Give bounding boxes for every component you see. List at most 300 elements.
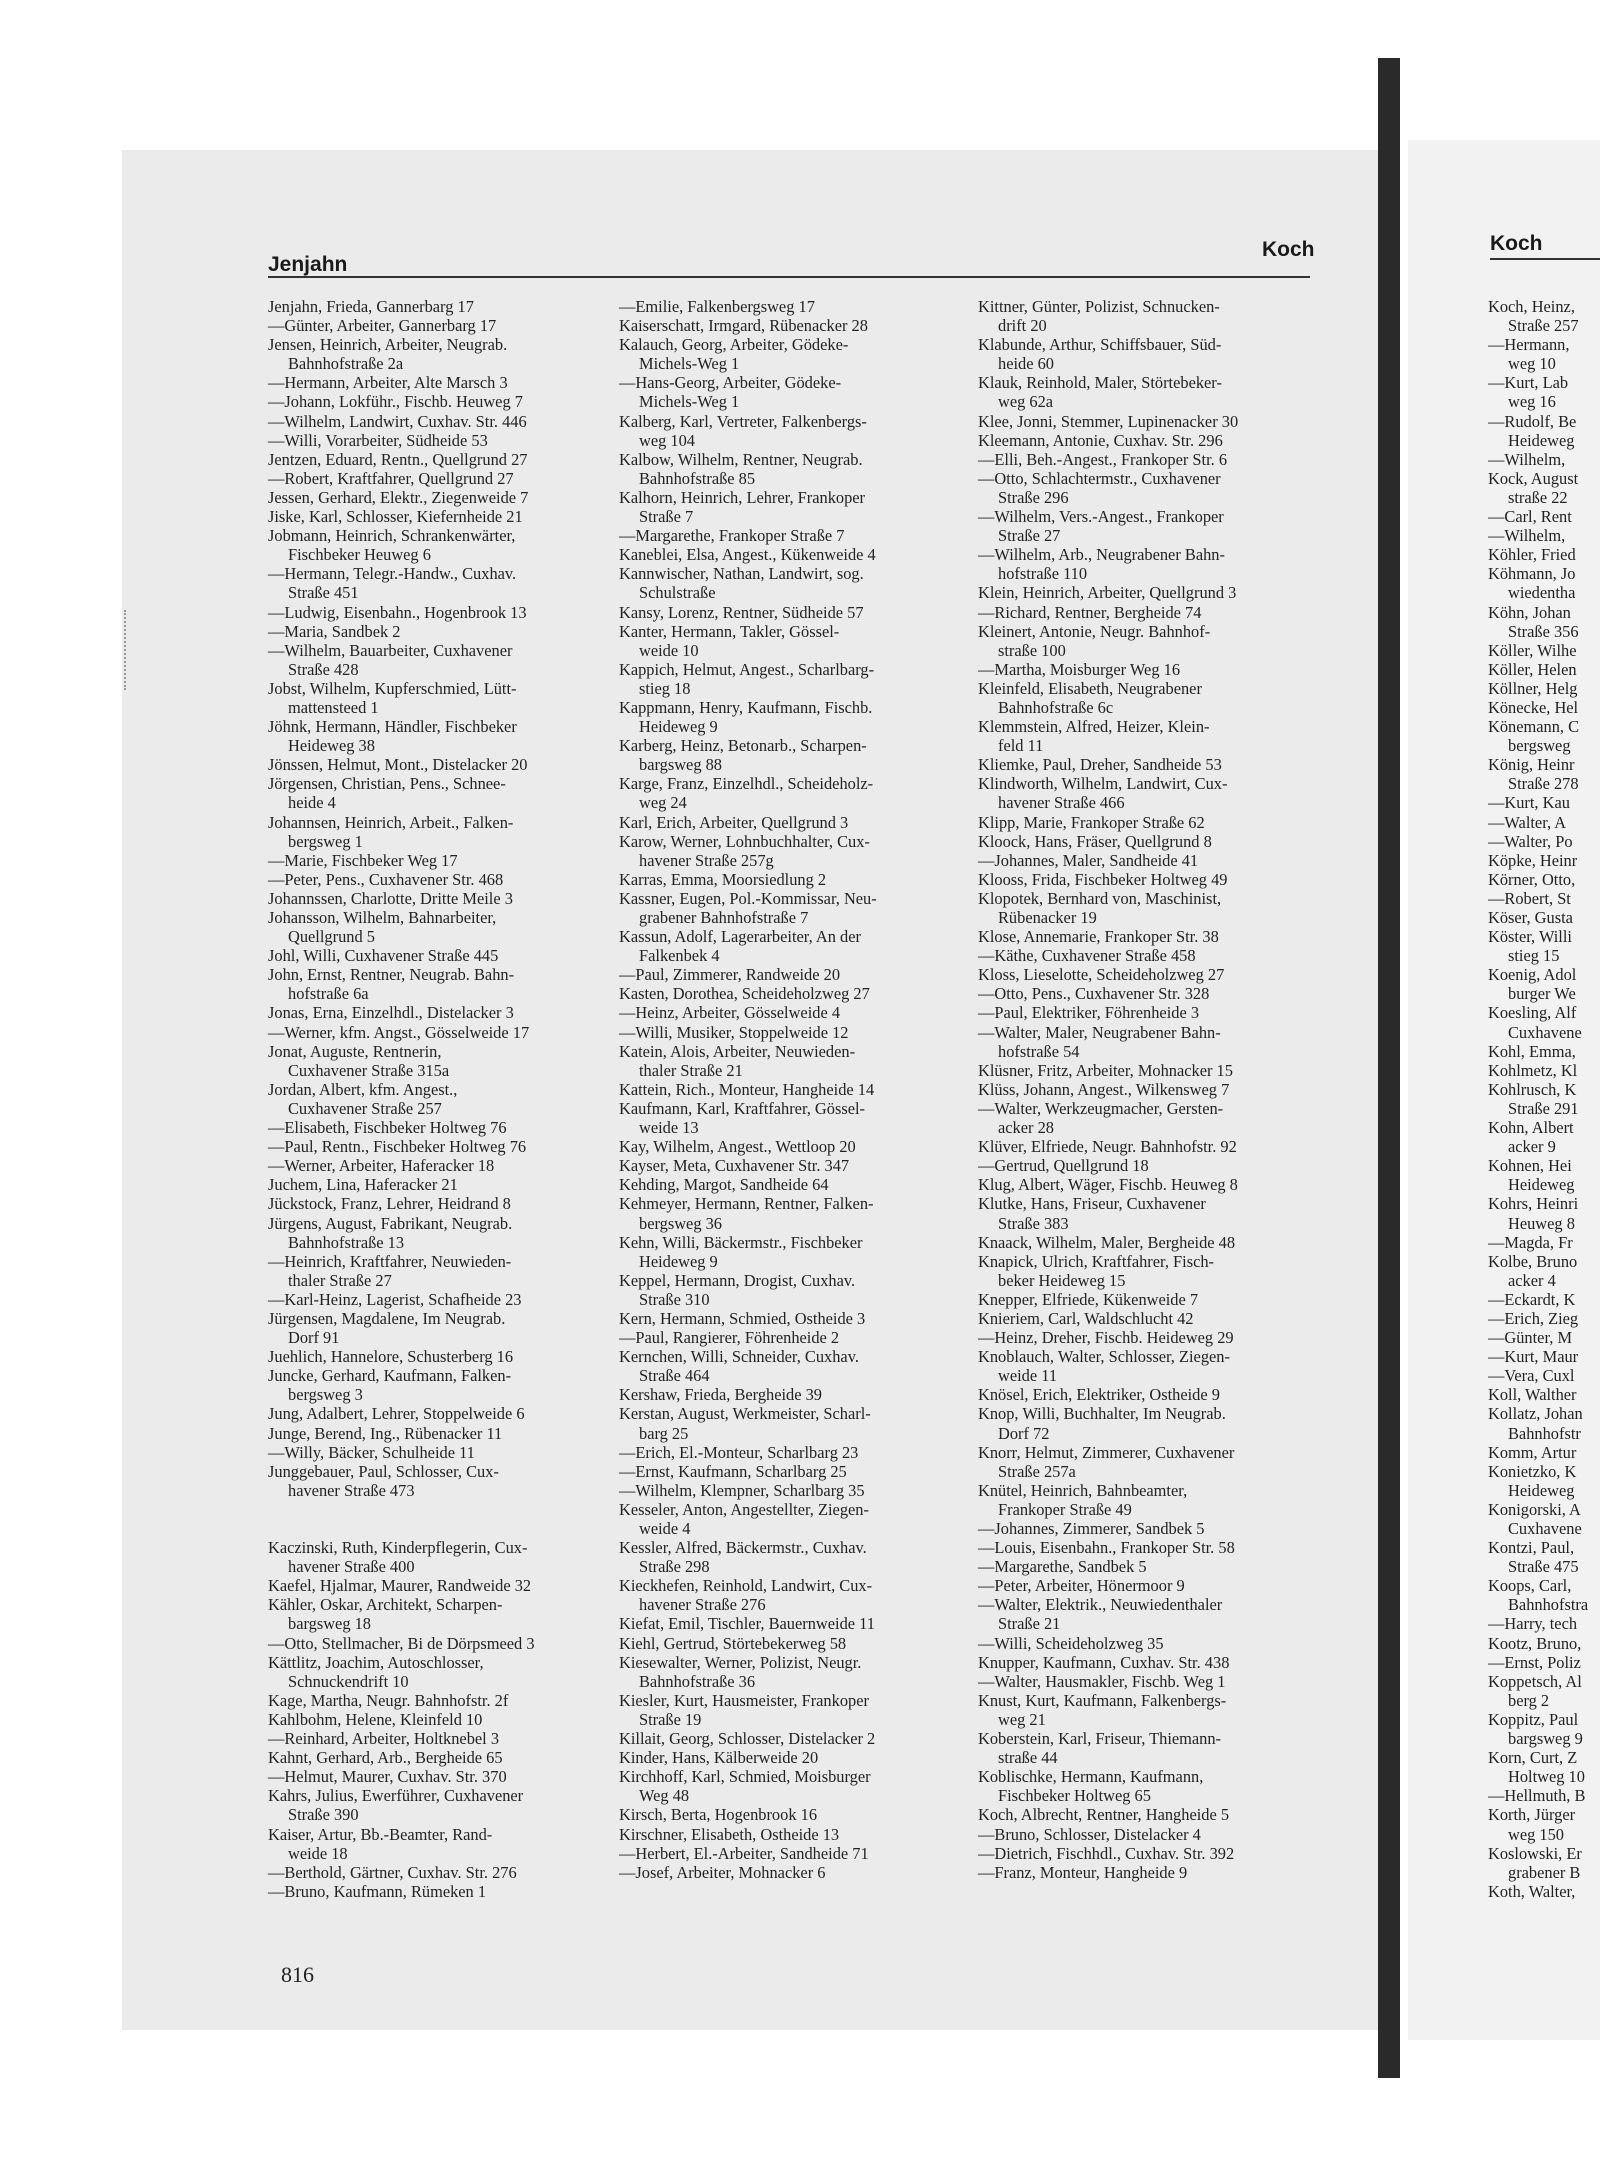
directory-entry-line: Kahnt, Gerhard, Arb., Bergheide 65 — [268, 1748, 503, 1768]
directory-entry-line: —Walter, Elektrik., Neuwiedenthaler — [978, 1595, 1223, 1615]
directory-entry-line: Falkenbek 4 — [639, 946, 720, 966]
running-head-left: Jenjahn — [268, 253, 348, 276]
directory-entry-line: Koppitz, Paul — [1488, 1709, 1579, 1729]
directory-entry-line: Bahnhofstra — [1508, 1595, 1589, 1615]
directory-entry-line: —Walter, Po — [1488, 831, 1573, 851]
directory-entry-line: Knupper, Kaufmann, Cuxhav. Str. 438 — [978, 1652, 1230, 1672]
directory-entry-line: Klug, Albert, Wäger, Fischb. Heuweg 8 — [978, 1175, 1238, 1195]
directory-entry-line: —Hermann, Arbeiter, Alte Marsch 3 — [268, 373, 508, 393]
directory-entry-line: Kirschner, Elisabeth, Ostheide 13 — [619, 1824, 840, 1844]
directory-entry-line: Kleinert, Antonie, Neugr. Bahnhof- — [978, 621, 1211, 641]
directory-entry-line: —Johannes, Zimmerer, Sandbek 5 — [978, 1519, 1205, 1538]
directory-entry-line: havener Straße 473 — [288, 1480, 415, 1500]
running-head-right: Koch — [1262, 238, 1315, 261]
directory-entry-line: Kiehl, Gertrud, Störtebekerweg 58 — [619, 1633, 847, 1653]
directory-entry-line: Kayser, Meta, Cuxhavener Str. 347 — [619, 1156, 850, 1176]
directory-entry-line: burger We — [1508, 984, 1576, 1004]
directory-entry-line: Kirchhoff, Karl, Schmied, Moisburger — [619, 1767, 871, 1787]
directory-entry-line: Quellgrund 5 — [288, 927, 375, 947]
directory-entry-line: wiedentha — [1508, 583, 1576, 603]
directory-entry-line: Juncke, Gerhard, Kaufmann, Falken- — [268, 1366, 512, 1386]
directory-entry-line: hofstraße 6a — [288, 984, 369, 1004]
directory-entry-line: Straße 390 — [288, 1805, 359, 1825]
directory-entry-line: Katein, Alois, Arbeiter, Neuwieden- — [619, 1041, 856, 1061]
directory-entry-line: Dorf 91 — [288, 1328, 340, 1348]
directory-entry-line: —Wilhelm, Klempner, Scharlbarg 35 — [619, 1480, 865, 1500]
directory-entry-line: Kage, Martha, Neugr. Bahnhofstr. 2f — [268, 1690, 509, 1710]
directory-entry-line: —Käthe, Cuxhavener Straße 458 — [978, 946, 1196, 966]
directory-entry-line: Kaiser, Artur, Bb.-Beamter, Rand- — [268, 1824, 493, 1844]
directory-entry-line: Straße 451 — [288, 583, 359, 603]
directory-entry-line: Kleemann, Antonie, Cuxhav. Str. 296 — [978, 430, 1223, 450]
directory-entry-line: Straße 257 — [1508, 316, 1579, 336]
directory-entry-line: Kansy, Lorenz, Rentner, Südheide 57 — [619, 602, 864, 622]
directory-entry-line: Weg 48 — [639, 1786, 690, 1806]
directory-entry-line: Cuxhavener Straße 257 — [288, 1098, 442, 1118]
directory-entry-line: —Ernst, Kaufmann, Scharlbarg 25 — [619, 1461, 847, 1481]
directory-entry-line: Koenig, Adol — [1488, 965, 1577, 985]
directory-entry-line: Kohl, Emma, — [1488, 1041, 1576, 1061]
directory-entry-line: —Walter, Maler, Neugrabener Bahn- — [978, 1022, 1221, 1042]
directory-entry-line: —Reinhard, Arbeiter, Holtknebel 3 — [268, 1729, 500, 1749]
directory-entry-line: straße 100 — [998, 640, 1066, 660]
directory-entry-line: Kehding, Margot, Sandheide 64 — [619, 1175, 829, 1195]
directory-entry-line: Junge, Berend, Ing., Rübenacker 11 — [268, 1423, 503, 1443]
directory-entry-line: —Kurt, Lab — [1488, 373, 1569, 393]
directory-entry-line: bergsweg 1 — [288, 831, 363, 851]
directory-entry-line: bergsweg — [1508, 736, 1571, 756]
directory-entry-line: —Heinz, Arbeiter, Gösselweide 4 — [619, 1003, 841, 1023]
directory-column-2 — [619, 297, 964, 1882]
directory-entry-line: Knösel, Erich, Elektriker, Ostheide 9 — [978, 1385, 1220, 1405]
directory-entry-line: Bahnhofstraße 85 — [639, 468, 756, 488]
directory-entry-line: Klutke, Hans, Friseur, Cuxhavener — [978, 1194, 1206, 1214]
directory-entry-line: Klindworth, Wilhelm, Landwirt, Cux- — [978, 774, 1228, 794]
directory-entry-line: grabener B — [1508, 1862, 1581, 1882]
directory-entry-line: straße 44 — [998, 1748, 1058, 1768]
directory-entry-line: Michels-Weg 1 — [639, 392, 740, 412]
directory-entry-line: —Paul, Elektriker, Föhrenheide 3 — [978, 1003, 1200, 1023]
directory-entry-line: Schnuckendrift 10 — [288, 1671, 409, 1691]
directory-entry-line: Straße 383 — [998, 1213, 1069, 1233]
directory-entry-line: Klipp, Marie, Frankoper Straße 62 — [978, 812, 1205, 832]
directory-entry-line: acker 28 — [998, 1118, 1054, 1138]
directory-entry-line: weide 11 — [998, 1366, 1058, 1386]
directory-entry-line: Knapick, Ulrich, Kraftfahrer, Fisch- — [978, 1251, 1215, 1271]
directory-entry-line: Michels-Weg 1 — [639, 354, 740, 374]
directory-entry-line: Bahnhofstraße 13 — [288, 1232, 405, 1252]
directory-entry-line: Kerstan, August, Werkmeister, Scharl- — [619, 1404, 871, 1424]
directory-entry-line: Karow, Werner, Lohnbuchhalter, Cux- — [619, 831, 870, 851]
directory-entry-line: —Paul, Rangierer, Föhrenheide 2 — [619, 1328, 840, 1348]
directory-entry-line: weg 21 — [998, 1709, 1046, 1729]
directory-entry-line: Kiefat, Emil, Tischler, Bauernweide 11 — [619, 1614, 875, 1634]
directory-entry-line: Kannwischer, Nathan, Landwirt, sog. — [619, 564, 864, 584]
directory-entry-line: Jordan, Albert, kfm. Angest., — [268, 1079, 458, 1099]
directory-entry-line: Kohlrusch, K — [1488, 1079, 1577, 1099]
directory-entry-line: weide 18 — [288, 1843, 348, 1863]
directory-entry-line: —Hermann, — [1488, 335, 1570, 355]
directory-entry-line: Fischbeker Heuweg 6 — [288, 545, 431, 565]
directory-entry-line: Kalberg, Karl, Vertreter, Falkenbergs- — [619, 411, 867, 431]
directory-entry-line: Klabunde, Arthur, Schiffsbauer, Süd- — [978, 335, 1222, 355]
directory-entry-line: Klüss, Johann, Angest., Wilkensweg 7 — [978, 1079, 1230, 1099]
directory-entry-line: Karberg, Heinz, Betonarb., Scharpen- — [619, 736, 867, 756]
directory-entry-line: havener Straße 400 — [288, 1557, 415, 1577]
directory-entry-line: Kassun, Adolf, Lagerarbeiter, An der — [619, 927, 861, 947]
directory-entry-line: Koberstein, Karl, Friseur, Thiemann- — [978, 1729, 1222, 1749]
directory-entry-line: Kaneblei, Elsa, Angest., Kükenweide 4 — [619, 545, 876, 565]
directory-entry-line: beker Heideweg 15 — [998, 1270, 1126, 1290]
directory-entry-line: weg 10 — [1508, 354, 1556, 374]
directory-entry-line: —Wilhelm, Arb., Neugrabener Bahn- — [978, 545, 1225, 565]
directory-entry-line: weg 24 — [639, 793, 687, 813]
directory-entry-line: —Ernst, Poliz — [1488, 1652, 1581, 1672]
directory-entry-line: —Dietrich, Fischhdl., Cuxhav. Str. 392 — [978, 1843, 1235, 1863]
directory-entry-line: —Wilhelm, Landwirt, Cuxhav. Str. 446 — [268, 411, 527, 431]
directory-entry-line: Kohlmetz, Kl — [1488, 1060, 1578, 1080]
directory-entry-line: Kolbe, Bruno — [1488, 1251, 1578, 1271]
directory-entry-line: havener Straße 466 — [998, 793, 1125, 813]
directory-entry-line: Kern, Hermann, Schmied, Ostheide 3 — [619, 1308, 866, 1328]
directory-entry-line: Bahnhofstr — [1508, 1423, 1581, 1443]
directory-entry-line: Köhler, Fried — [1488, 545, 1576, 565]
directory-entry-line: Straße 291 — [1508, 1098, 1579, 1118]
directory-entry-line: Klüver, Elfriede, Neugr. Bahnhofstr. 92 — [978, 1137, 1237, 1157]
directory-entry-line: —Walter, Werkzeugmacher, Gersten- — [978, 1098, 1224, 1118]
directory-entry-line: Kaczinski, Ruth, Kinderpflegerin, Cux- — [268, 1538, 528, 1558]
directory-entry-line: Heideweg — [1508, 1175, 1575, 1195]
directory-entry-line: Heideweg 9 — [639, 1251, 718, 1271]
directory-entry-line: —Erich, Zieg — [1488, 1308, 1579, 1328]
directory-entry-line — [268, 1500, 612, 1519]
directory-entry-line: —Walter, Hausmakler, Fischb. Weg 1 — [978, 1671, 1226, 1691]
directory-entry-line: Kappmann, Henry, Kaufmann, Fischb. — [619, 697, 873, 717]
directory-entry-line: Jonat, Auguste, Rentnerin, — [268, 1041, 442, 1061]
directory-entry-line: Kehn, Willi, Bäckermstr., Fischbeker — [619, 1232, 863, 1252]
directory-entry-line: Kleinfeld, Elisabeth, Neugrabener — [978, 678, 1202, 698]
directory-entry-line: —Harry, tech — [1488, 1614, 1578, 1634]
directory-entry-line: Kittner, Günter, Polizist, Schnucken- — [978, 297, 1220, 316]
directory-entry-line: —Ludwig, Eisenbahn., Hogenbrook 13 — [268, 602, 527, 622]
directory-entry-line: —Heinrich, Kraftfahrer, Neuwieden- — [268, 1251, 512, 1271]
directory-entry-line: —Maria, Sandbek 2 — [268, 621, 401, 641]
directory-entry-line: Klüsner, Fritz, Arbeiter, Mohnacker 15 — [978, 1060, 1233, 1080]
directory-entry-line: Kohrs, Heinri — [1488, 1194, 1579, 1214]
directory-entry-line: —Herbert, El.-Arbeiter, Sandheide 71 — [619, 1843, 869, 1863]
directory-entry-line: thaler Straße 21 — [639, 1060, 743, 1080]
directory-entry-line: —Werner, Arbeiter, Haferacker 18 — [268, 1156, 495, 1176]
directory-entry-line: —Wilhelm, Vers.-Angest., Frankoper — [978, 507, 1224, 527]
directory-entry-line: Schulstraße — [639, 583, 716, 603]
directory-entry-line: Holtweg 10 — [1508, 1767, 1585, 1787]
directory-entry-line: Kaufmann, Karl, Kraftfahrer, Gössel- — [619, 1098, 866, 1118]
directory-entry-line: Kahrs, Julius, Ewerführer, Cuxhavener — [268, 1786, 524, 1806]
directory-entry-line: Cuxhavene — [1508, 1022, 1582, 1042]
directory-entry-line: Kernchen, Willi, Schneider, Cuxhav. — [619, 1347, 859, 1367]
directory-entry-line: —Walter, A — [1488, 812, 1567, 832]
directory-entry-line: Klee, Jonni, Stemmer, Lupinenacker 30 — [978, 411, 1239, 431]
directory-entry-line: Johansson, Wilhelm, Bahnarbeiter, — [268, 908, 497, 927]
directory-entry-line: bargsweg 88 — [639, 755, 723, 775]
directory-entry-line: Kinder, Hans, Kälberweide 20 — [619, 1748, 819, 1768]
directory-entry-line: Klooss, Frida, Fischbeker Holtweg 49 — [978, 869, 1228, 889]
directory-entry-line: —Johann, Lokführ., Fischb. Heuweg 7 — [268, 392, 523, 412]
directory-entry-line: —Margarethe, Frankoper Straße 7 — [619, 526, 845, 546]
directory-entry-line: Kock, August — [1488, 468, 1579, 488]
directory-entry-line: Klose, Annemarie, Frankoper Str. 38 — [978, 927, 1219, 947]
directory-entry-line: Köller, Helen — [1488, 659, 1577, 679]
directory-entry-line: —Kurt, Kau — [1488, 793, 1570, 813]
directory-entry-line: Jobst, Wilhelm, Kupferschmied, Lütt- — [268, 678, 517, 698]
directory-entry-line: Kassner, Eugen, Pol.-Kommissar, Neu- — [619, 888, 877, 908]
directory-entry-line: Kloss, Lieselotte, Scheideholzweg 27 — [978, 965, 1225, 985]
directory-entry-line: Heideweg 38 — [288, 736, 375, 756]
directory-entry-line: Knepper, Elfriede, Kükenweide 7 — [978, 1289, 1199, 1309]
directory-entry-line: Kieckhefen, Reinhold, Landwirt, Cux- — [619, 1576, 873, 1596]
directory-entry-line: straße 22 — [1508, 487, 1568, 507]
directory-entry-line: —Marie, Fischbeker Weg 17 — [268, 850, 458, 870]
directory-entry-line: acker 4 — [1508, 1270, 1556, 1290]
book-spine — [1378, 58, 1400, 2078]
directory-entry-line: bergsweg 36 — [639, 1213, 723, 1233]
directory-entry-line: Koslowski, Er — [1488, 1843, 1582, 1863]
directory-entry-line: Kalhorn, Heinrich, Lehrer, Frankoper — [619, 487, 866, 507]
directory-entry-line: —Berthold, Gärtner, Cuxhav. Str. 276 — [268, 1862, 517, 1882]
directory-entry-line: Knaack, Wilhelm, Maler, Bergheide 48 — [978, 1232, 1236, 1252]
directory-entry-line: —Bruno, Schlosser, Distelacker 4 — [978, 1824, 1201, 1844]
directory-entry-line: Kiesler, Kurt, Hausmeister, Frankoper — [619, 1690, 869, 1710]
directory-entry-line: heide 60 — [998, 354, 1054, 374]
directory-entry-line: —Magda, Fr — [1488, 1232, 1573, 1252]
directory-entry-line: Knust, Kurt, Kaufmann, Falkenbergs- — [978, 1690, 1227, 1710]
directory-entry-line: Jürgensen, Magdalene, Im Neugrab. — [268, 1308, 506, 1328]
directory-entry-line: König, Heinr — [1488, 755, 1575, 775]
directory-entry-line: stieg 15 — [1508, 946, 1560, 966]
directory-entry-line: Karl, Erich, Arbeiter, Quellgrund 3 — [619, 812, 849, 832]
directory-entry-line: Koch, Albrecht, Rentner, Hangheide 5 — [978, 1805, 1230, 1825]
directory-entry-line: Korn, Curt, Z — [1488, 1748, 1578, 1768]
page-edge-specks — [124, 610, 132, 690]
directory-entry-line: Bahnhofstraße 36 — [639, 1671, 756, 1691]
directory-entry-line: Straße 21 — [998, 1614, 1061, 1634]
directory-entry-line: —Robert, Kraftfahrer, Quellgrund 27 — [268, 468, 514, 488]
directory-entry-line: Straße 464 — [639, 1366, 710, 1386]
directory-entry-line: drift 20 — [998, 316, 1047, 336]
directory-column-3 — [978, 297, 1323, 1882]
directory-entry-line: Kessler, Alfred, Bäckermstr., Cuxhav. — [619, 1538, 867, 1558]
directory-entry-line — [268, 1519, 612, 1538]
directory-entry-line: Kanter, Hermann, Takler, Gössel- — [619, 621, 840, 641]
directory-entry-line: mattensteed 1 — [288, 697, 379, 717]
directory-entry-line: —Willy, Bäcker, Schulheide 11 — [268, 1442, 475, 1462]
directory-entry-line: Koblischke, Hermann, Kaufmann, — [978, 1767, 1204, 1787]
directory-entry-line: Juchem, Lina, Haferacker 21 — [268, 1175, 458, 1195]
directory-entry-line: Keppel, Hermann, Drogist, Cuxhav. — [619, 1270, 856, 1290]
directory-entry-line: Koch, Heinz, — [1488, 297, 1575, 316]
directory-entry-line: Köpke, Heinr — [1488, 850, 1578, 870]
directory-entry-line: —Richard, Rentner, Bergheide 74 — [978, 602, 1202, 622]
directory-entry-line: —Heinz, Dreher, Fischb. Heideweg 29 — [978, 1328, 1234, 1348]
directory-entry-line: Klemmstein, Alfred, Heizer, Klein- — [978, 717, 1210, 737]
directory-entry-line: Jörgensen, Christian, Pens., Schnee- — [268, 774, 506, 794]
directory-entry-line: Dorf 72 — [998, 1423, 1050, 1443]
directory-entry-line: Jückstock, Franz, Lehrer, Heidrand 8 — [268, 1194, 511, 1214]
directory-entry-line: Jiske, Karl, Schlosser, Kiefernheide 21 — [268, 507, 523, 527]
directory-entry-line: —Elli, Beh.-Angest., Frankoper Str. 6 — [978, 449, 1228, 469]
directory-entry-line: bargsweg 18 — [288, 1614, 372, 1634]
directory-entry-line: —Erich, El.-Monteur, Scharlbarg 23 — [619, 1442, 859, 1462]
directory-entry-line: —Gertrud, Quellgrund 18 — [978, 1156, 1149, 1176]
directory-entry-line: Kirsch, Berta, Hogenbrook 16 — [619, 1805, 818, 1825]
directory-entry-line: Bahnhofstraße 2a — [288, 354, 404, 374]
directory-entry-line: Juehlich, Hannelore, Schusterberg 16 — [268, 1347, 514, 1367]
directory-entry-line: Jönssen, Helmut, Mont., Distelacker 20 — [268, 755, 528, 775]
directory-entry-line: John, Ernst, Rentner, Neugrab. Bahn- — [268, 965, 515, 985]
next-page-header-rule — [1490, 258, 1600, 260]
directory-entry-line: barg 25 — [639, 1423, 689, 1443]
directory-entry-line: Straße 257a — [998, 1461, 1076, 1481]
directory-entry-line: Kesseler, Anton, Angestellter, Ziegen- — [619, 1499, 869, 1519]
directory-entry-line: stieg 18 — [639, 678, 691, 698]
directory-entry-line: heide 4 — [288, 793, 336, 813]
directory-entry-line: Körner, Otto, — [1488, 869, 1576, 889]
directory-entry-line: weide 13 — [639, 1118, 699, 1138]
directory-entry-line: Junggebauer, Paul, Schlosser, Cux- — [268, 1461, 499, 1481]
directory-entry-line: —Paul, Zimmerer, Randweide 20 — [619, 965, 841, 985]
directory-entry-line: Kahlbohm, Helene, Kleinfeld 10 — [268, 1709, 483, 1729]
directory-entry-line: Karge, Franz, Einzelhdl., Scheideholz- — [619, 774, 874, 794]
directory-entry-line: Kershaw, Frieda, Bergheide 39 — [619, 1385, 823, 1405]
directory-entry-line: Straße 310 — [639, 1289, 710, 1309]
directory-entry-line: Knoblauch, Walter, Schlosser, Ziegen- — [978, 1347, 1230, 1367]
directory-entry-line: —Robert, St — [1488, 888, 1571, 908]
directory-entry-line: Koesling, Alf — [1488, 1003, 1577, 1023]
directory-entry-line: Kloock, Hans, Fräser, Quellgrund 8 — [978, 831, 1212, 851]
directory-entry-line: —Wilhelm, — [1488, 449, 1566, 469]
header-rule — [268, 276, 1310, 278]
directory-entry-line: feld 11 — [998, 736, 1044, 756]
directory-entry-line: —Bruno, Kaufmann, Rümeken 1 — [268, 1881, 487, 1901]
directory-entry-line: bargsweg 9 — [1508, 1729, 1583, 1749]
directory-entry-line: weg 150 — [1508, 1824, 1564, 1844]
directory-entry-line: —Peter, Pens., Cuxhavener Str. 468 — [268, 869, 504, 889]
directory-entry-line: —Margarethe, Sandbek 5 — [978, 1557, 1147, 1577]
directory-entry-line: havener Straße 276 — [639, 1595, 766, 1615]
directory-entry-line: —Otto, Schlachtermstr., Cuxhavener — [978, 468, 1221, 488]
directory-entry-line: Heideweg 9 — [639, 717, 718, 737]
directory-entry-line: Kohn, Albert — [1488, 1118, 1574, 1138]
directory-entry-line: Straße 19 — [639, 1709, 702, 1729]
directory-entry-line: Köser, Gusta — [1488, 908, 1573, 927]
directory-entry-line: Jöhnk, Hermann, Händler, Fischbeker — [268, 717, 517, 737]
directory-entry-line: —Günter, M — [1488, 1328, 1573, 1348]
directory-entry-line: —Karl-Heinz, Lagerist, Schafheide 23 — [268, 1289, 522, 1309]
directory-entry-line: Heideweg — [1508, 1480, 1575, 1500]
directory-entry-line: Jobmann, Heinrich, Schrankenwärter, — [268, 526, 516, 546]
directory-entry-line: Jürgens, August, Fabrikant, Neugrab. — [268, 1213, 513, 1233]
directory-entry-line: Knop, Willi, Buchhalter, Im Neugrab. — [978, 1404, 1226, 1424]
directory-entry-line: Kalauch, Georg, Arbeiter, Gödeke- — [619, 335, 849, 355]
directory-entry-line: —Elisabeth, Fischbeker Holtweg 76 — [268, 1118, 507, 1138]
directory-entry-line: Knieriem, Carl, Waldschlucht 42 — [978, 1308, 1194, 1328]
directory-entry-line: Kollatz, Johan — [1488, 1404, 1583, 1424]
directory-entry-line: Cuxhavene — [1508, 1519, 1582, 1538]
directory-entry-line: bergsweg 3 — [288, 1385, 363, 1405]
directory-entry-line: Kättlitz, Joachim, Autoschlosser, — [268, 1652, 484, 1672]
directory-entry-line: Cuxhavener Straße 315a — [288, 1060, 450, 1080]
directory-entry-line: Straße 475 — [1508, 1557, 1579, 1577]
directory-entry-line: —Josef, Arbeiter, Mohnacker 6 — [619, 1862, 826, 1882]
directory-entry-line: Straße 356 — [1508, 621, 1579, 641]
directory-entry-line: —Kurt, Maur — [1488, 1347, 1579, 1367]
directory-entry-line: hofstraße 110 — [998, 564, 1088, 584]
directory-entry-line: Knorr, Helmut, Zimmerer, Cuxhavener — [978, 1442, 1235, 1462]
directory-entry-line: Korth, Jürger — [1488, 1805, 1576, 1825]
directory-entry-line: —Hellmuth, B — [1488, 1786, 1586, 1806]
directory-entry-line: Köhn, Johan — [1488, 602, 1571, 622]
directory-entry-line: Jonas, Erna, Einzelhdl., Distelacker 3 — [268, 1003, 514, 1023]
directory-entry-line: —Paul, Rentn., Fischbeker Holtweg 76 — [268, 1137, 527, 1157]
directory-entry-line: Jenjahn, Frieda, Gannerbarg 17 — [268, 297, 474, 316]
directory-entry-line: —Carl, Rent — [1488, 507, 1572, 527]
directory-entry-line: Köller, Wilhe — [1488, 640, 1577, 660]
directory-entry-line: —Eckardt, K — [1488, 1289, 1576, 1309]
directory-entry-line: —Franz, Monteur, Hangheide 9 — [978, 1862, 1188, 1882]
directory-entry-line: Kontzi, Paul, — [1488, 1538, 1575, 1558]
directory-entry-line: Straße 428 — [288, 659, 359, 679]
directory-entry-line: Komm, Artur — [1488, 1442, 1577, 1462]
directory-entry-line: Kalbow, Wilhelm, Rentner, Neugrab. — [619, 449, 863, 469]
directory-entry-line: Köllner, Helg — [1488, 678, 1578, 698]
directory-entry-line: Fischbeker Holtweg 65 — [998, 1786, 1151, 1806]
directory-entry-line: Kaefel, Hjalmar, Maurer, Randweide 32 — [268, 1576, 532, 1596]
directory-entry-line: Klauk, Reinhold, Maler, Störtebeker- — [978, 373, 1222, 393]
directory-entry-line: —Martha, Moisburger Weg 16 — [978, 659, 1181, 679]
directory-entry-line: weg 16 — [1508, 392, 1556, 412]
directory-entry-line: —Werner, kfm. Angst., Gösselweide 17 — [268, 1022, 530, 1042]
directory-entry-line: Killait, Georg, Schlosser, Distelacker 2 — [619, 1729, 876, 1749]
directory-entry-line: Straße 27 — [998, 526, 1061, 546]
directory-entry-line: Könemann, C — [1488, 717, 1580, 737]
directory-entry-line: —Otto, Stellmacher, Bi de Dörpsmeed 3 — [268, 1633, 535, 1653]
directory-entry-line: Straße 298 — [639, 1557, 710, 1577]
directory-entry-line: Kliemke, Paul, Dreher, Sandheide 53 — [978, 755, 1222, 775]
directory-entry-line: —Emilie, Falkenbergsweg 17 — [619, 297, 815, 316]
directory-entry-line: Kasten, Dorothea, Scheideholzweg 27 — [619, 984, 870, 1004]
directory-entry-line: —Helmut, Maurer, Cuxhav. Str. 370 — [268, 1767, 507, 1787]
directory-entry-line: Kootz, Bruno, — [1488, 1633, 1582, 1653]
directory-column-1 — [268, 297, 612, 1901]
directory-entry-line: Klein, Heinrich, Arbeiter, Quellgrund 3 — [978, 583, 1237, 603]
directory-entry-line: —Willi, Musiker, Stoppelweide 12 — [619, 1022, 849, 1042]
directory-entry-line: —Johannes, Maler, Sandheide 41 — [978, 850, 1199, 870]
directory-entry-line: Johannssen, Charlotte, Dritte Meile 3 — [268, 888, 513, 908]
directory-entry-line: Koll, Walther — [1488, 1385, 1577, 1405]
directory-entry-line: hofstraße 54 — [998, 1041, 1080, 1061]
directory-entry-line: Kay, Wilhelm, Angest., Wettloop 20 — [619, 1137, 856, 1157]
directory-entry-line: —Willi, Vorarbeiter, Südheide 53 — [268, 430, 488, 450]
directory-entry-line: Koth, Walter, — [1488, 1881, 1576, 1901]
directory-entry-line: Koppetsch, Al — [1488, 1671, 1582, 1691]
directory-entry-line: Koops, Carl, — [1488, 1576, 1572, 1596]
directory-entry-line: Johl, Willi, Cuxhavener Straße 445 — [268, 946, 499, 966]
directory-entry-line: Köhmann, Jo — [1488, 564, 1576, 584]
directory-entry-line: Könecke, Hel — [1488, 697, 1579, 717]
directory-entry-line: —Hans-Georg, Arbeiter, Gödeke- — [619, 373, 842, 393]
directory-entry-line: Johannsen, Heinrich, Arbeit., Falken- — [268, 812, 514, 832]
directory-entry-line: Jessen, Gerhard, Elektr., Ziegenweide 7 — [268, 487, 529, 507]
